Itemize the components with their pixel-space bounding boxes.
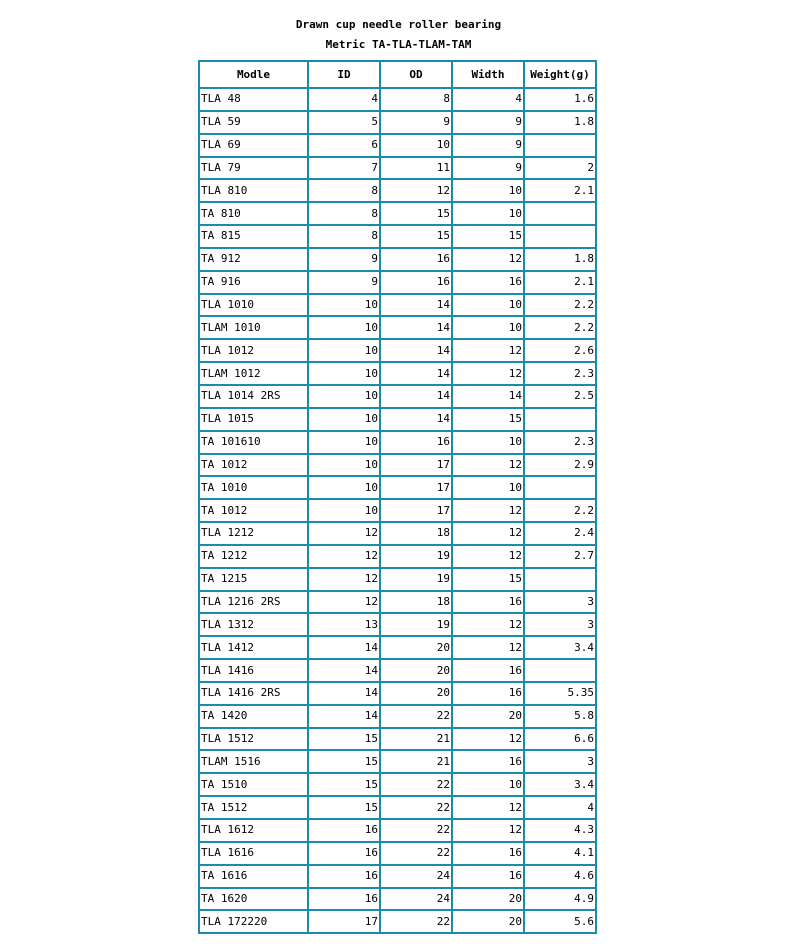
table-row: [199, 750, 596, 773]
cell-weight: 1.6: [524, 88, 596, 111]
cell-model: TA 1212: [199, 545, 308, 568]
cell-width: 12: [452, 454, 524, 477]
cell-width: 16: [452, 750, 524, 773]
table-row: [199, 591, 596, 614]
cell-weight: [524, 568, 596, 591]
page-title: Drawn cup needle roller bearing: [295, 18, 502, 31]
cell-weight: 3: [524, 591, 596, 614]
cell-width: 10: [452, 294, 524, 317]
cell-width: 16: [452, 271, 524, 294]
cell-id: 10: [308, 294, 380, 317]
cell-width: 20: [452, 705, 524, 728]
table-row: [199, 522, 596, 545]
cell-id: 8: [308, 225, 380, 248]
table-row: [199, 705, 596, 728]
cell-id: 10: [308, 385, 380, 408]
cell-od: 10: [380, 134, 452, 157]
cell-model: TLA 1616: [199, 842, 308, 865]
cell-model: TA 1616: [199, 865, 308, 888]
cell-width: 12: [452, 545, 524, 568]
cell-od: 21: [380, 728, 452, 751]
cell-od: 20: [380, 636, 452, 659]
cell-id: 10: [308, 431, 380, 454]
cell-id: 16: [308, 842, 380, 865]
cell-od: 19: [380, 545, 452, 568]
cell-width: 16: [452, 682, 524, 705]
cell-width: 10: [452, 316, 524, 339]
cell-weight: 2.6: [524, 339, 596, 362]
cell-model: TLA 48: [199, 88, 308, 111]
cell-weight: 4.3: [524, 819, 596, 842]
cell-od: 19: [380, 568, 452, 591]
cell-id: 10: [308, 362, 380, 385]
cell-od: 20: [380, 659, 452, 682]
cell-width: 12: [452, 248, 524, 271]
cell-weight: 2.3: [524, 431, 596, 454]
cell-od: 17: [380, 454, 452, 477]
cell-id: 14: [308, 705, 380, 728]
cell-weight: 3.4: [524, 773, 596, 796]
cell-model: TLA 1212: [199, 522, 308, 545]
cell-width: 10: [452, 179, 524, 202]
cell-width: 10: [452, 476, 524, 499]
cell-weight: [524, 202, 596, 225]
cell-weight: 4.1: [524, 842, 596, 865]
table-row: [199, 271, 596, 294]
cell-width: 9: [452, 111, 524, 134]
cell-weight: 3: [524, 750, 596, 773]
cell-weight: 3.4: [524, 636, 596, 659]
table-row: [199, 408, 596, 431]
cell-model: TA 1510: [199, 773, 308, 796]
cell-id: 16: [308, 888, 380, 911]
cell-model: TLA 1312: [199, 613, 308, 636]
cell-width: 16: [452, 865, 524, 888]
cell-weight: 1.8: [524, 111, 596, 134]
table-row: [199, 682, 596, 705]
cell-id: 8: [308, 179, 380, 202]
cell-weight: 2.2: [524, 316, 596, 339]
cell-od: 14: [380, 339, 452, 362]
cell-width: 20: [452, 910, 524, 933]
cell-model: TLA 1014 2RS: [199, 385, 308, 408]
cell-width: 9: [452, 134, 524, 157]
cell-model: TLA 69: [199, 134, 308, 157]
cell-weight: 2.9: [524, 454, 596, 477]
table-row: [199, 842, 596, 865]
cell-id: 17: [308, 910, 380, 933]
cell-id: 10: [308, 339, 380, 362]
cell-id: 14: [308, 636, 380, 659]
header-model: Modle: [199, 61, 308, 88]
table-row: [199, 888, 596, 911]
table-row: [199, 728, 596, 751]
cell-model: TA 1420: [199, 705, 308, 728]
cell-weight: 3: [524, 613, 596, 636]
cell-width: 12: [452, 613, 524, 636]
table-row: [199, 613, 596, 636]
table-row: [199, 659, 596, 682]
cell-width: 10: [452, 202, 524, 225]
cell-model: TLA 1015: [199, 408, 308, 431]
cell-model: TA 1512: [199, 796, 308, 819]
cell-width: 10: [452, 431, 524, 454]
cell-id: 10: [308, 454, 380, 477]
header-width: Width: [452, 61, 524, 88]
table-row: [199, 796, 596, 819]
cell-od: 15: [380, 225, 452, 248]
cell-model: TLA 59: [199, 111, 308, 134]
cell-od: 24: [380, 888, 452, 911]
cell-od: 11: [380, 157, 452, 180]
cell-od: 16: [380, 248, 452, 271]
cell-od: 20: [380, 682, 452, 705]
cell-weight: [524, 659, 596, 682]
cell-model: TLA 172220: [199, 910, 308, 933]
cell-id: 4: [308, 88, 380, 111]
cell-od: 14: [380, 294, 452, 317]
cell-model: TLA 810: [199, 179, 308, 202]
cell-od: 21: [380, 750, 452, 773]
cell-width: 14: [452, 385, 524, 408]
cell-od: 9: [380, 111, 452, 134]
cell-od: 14: [380, 362, 452, 385]
cell-id: 14: [308, 682, 380, 705]
cell-od: 22: [380, 773, 452, 796]
table-row: [199, 568, 596, 591]
table-row: [199, 545, 596, 568]
table-row: [199, 431, 596, 454]
cell-weight: [524, 225, 596, 248]
cell-id: 5: [308, 111, 380, 134]
cell-id: 16: [308, 865, 380, 888]
cell-weight: 2.1: [524, 179, 596, 202]
cell-id: 6: [308, 134, 380, 157]
cell-od: 17: [380, 499, 452, 522]
cell-id: 12: [308, 568, 380, 591]
cell-model: TLA 1512: [199, 728, 308, 751]
cell-width: 15: [452, 568, 524, 591]
cell-id: 14: [308, 659, 380, 682]
table-row: [199, 134, 596, 157]
table-row: [199, 476, 596, 499]
cell-width: 9: [452, 157, 524, 180]
table-row: [199, 316, 596, 339]
cell-width: 12: [452, 499, 524, 522]
cell-weight: 2.4: [524, 522, 596, 545]
cell-model: TA 1010: [199, 476, 308, 499]
cell-model: TLAM 1516: [199, 750, 308, 773]
table-row: [199, 636, 596, 659]
table-row: [199, 385, 596, 408]
cell-model: TLA 1216 2RS: [199, 591, 308, 614]
cell-od: 15: [380, 202, 452, 225]
cell-id: 16: [308, 819, 380, 842]
cell-weight: 2.7: [524, 545, 596, 568]
cell-id: 15: [308, 728, 380, 751]
cell-od: 17: [380, 476, 452, 499]
cell-model: TLAM 1012: [199, 362, 308, 385]
table-row: [199, 362, 596, 385]
cell-model: TLA 1416 2RS: [199, 682, 308, 705]
cell-id: 7: [308, 157, 380, 180]
table-row: [199, 248, 596, 271]
cell-weight: 4.6: [524, 865, 596, 888]
cell-model: TA 1012: [199, 499, 308, 522]
cell-od: 22: [380, 842, 452, 865]
table-row: [199, 499, 596, 522]
table-header-row: [199, 61, 596, 88]
table-row: [199, 454, 596, 477]
table-row: [199, 294, 596, 317]
header-od: OD: [380, 61, 452, 88]
cell-weight: 5.8: [524, 705, 596, 728]
header-weight: Weight(g): [524, 61, 596, 88]
cell-od: 22: [380, 910, 452, 933]
cell-id: 10: [308, 408, 380, 431]
cell-id: 15: [308, 750, 380, 773]
cell-od: 24: [380, 865, 452, 888]
cell-width: 12: [452, 819, 524, 842]
cell-weight: 2.2: [524, 499, 596, 522]
cell-id: 12: [308, 522, 380, 545]
table-row: [199, 225, 596, 248]
header-id: ID: [308, 61, 380, 88]
cell-width: 15: [452, 408, 524, 431]
cell-id: 15: [308, 773, 380, 796]
cell-id: 9: [308, 271, 380, 294]
bearing-spec-table: [198, 60, 597, 934]
cell-model: TA 810: [199, 202, 308, 225]
cell-od: 14: [380, 408, 452, 431]
cell-width: 12: [452, 728, 524, 751]
cell-id: 10: [308, 499, 380, 522]
cell-width: 10: [452, 773, 524, 796]
cell-width: 12: [452, 522, 524, 545]
table-row: [199, 179, 596, 202]
page-subtitle: Metric TA-TLA-TLAM-TAM: [325, 38, 472, 51]
cell-model: TLA 1010: [199, 294, 308, 317]
table-body: [199, 88, 596, 933]
table-row: [199, 157, 596, 180]
table-row: [199, 865, 596, 888]
cell-model: TA 916: [199, 271, 308, 294]
cell-id: 15: [308, 796, 380, 819]
cell-weight: 2.3: [524, 362, 596, 385]
cell-id: 8: [308, 202, 380, 225]
cell-id: 10: [308, 476, 380, 499]
cell-id: 12: [308, 591, 380, 614]
cell-width: 20: [452, 888, 524, 911]
cell-weight: [524, 408, 596, 431]
cell-model: TA 815: [199, 225, 308, 248]
cell-weight: 1.8: [524, 248, 596, 271]
table-row: [199, 339, 596, 362]
cell-model: TA 1620: [199, 888, 308, 911]
table-row: [199, 819, 596, 842]
table-row: [199, 773, 596, 796]
cell-weight: 2.2: [524, 294, 596, 317]
cell-od: 22: [380, 705, 452, 728]
cell-id: 9: [308, 248, 380, 271]
cell-model: TLAM 1010: [199, 316, 308, 339]
table-row: [199, 202, 596, 225]
cell-width: 12: [452, 636, 524, 659]
cell-weight: [524, 476, 596, 499]
cell-weight: 4.9: [524, 888, 596, 911]
cell-model: TLA 79: [199, 157, 308, 180]
cell-weight: [524, 134, 596, 157]
cell-od: 14: [380, 385, 452, 408]
cell-od: 18: [380, 591, 452, 614]
cell-model: TA 1215: [199, 568, 308, 591]
cell-od: 18: [380, 522, 452, 545]
cell-weight: 2.5: [524, 385, 596, 408]
cell-width: 12: [452, 362, 524, 385]
cell-model: TA 912: [199, 248, 308, 271]
cell-weight: 6.6: [524, 728, 596, 751]
table-row: [199, 111, 596, 134]
table-row: [199, 910, 596, 933]
cell-model: TLA 1612: [199, 819, 308, 842]
cell-width: 16: [452, 842, 524, 865]
cell-model: TLA 1012: [199, 339, 308, 362]
cell-od: 16: [380, 431, 452, 454]
cell-width: 16: [452, 659, 524, 682]
cell-width: 16: [452, 591, 524, 614]
cell-weight: 5.35: [524, 682, 596, 705]
cell-weight: 2: [524, 157, 596, 180]
cell-od: 12: [380, 179, 452, 202]
cell-width: 4: [452, 88, 524, 111]
cell-od: 14: [380, 316, 452, 339]
cell-model: TA 101610: [199, 431, 308, 454]
cell-od: 19: [380, 613, 452, 636]
cell-model: TLA 1412: [199, 636, 308, 659]
cell-width: 12: [452, 796, 524, 819]
cell-od: 22: [380, 819, 452, 842]
cell-model: TA 1012: [199, 454, 308, 477]
cell-od: 8: [380, 88, 452, 111]
cell-model: TLA 1416: [199, 659, 308, 682]
cell-id: 12: [308, 545, 380, 568]
table-row: [199, 88, 596, 111]
cell-id: 13: [308, 613, 380, 636]
cell-weight: 4: [524, 796, 596, 819]
cell-od: 22: [380, 796, 452, 819]
cell-od: 16: [380, 271, 452, 294]
cell-width: 12: [452, 339, 524, 362]
cell-id: 10: [308, 316, 380, 339]
cell-weight: 2.1: [524, 271, 596, 294]
cell-weight: 5.6: [524, 910, 596, 933]
cell-width: 15: [452, 225, 524, 248]
